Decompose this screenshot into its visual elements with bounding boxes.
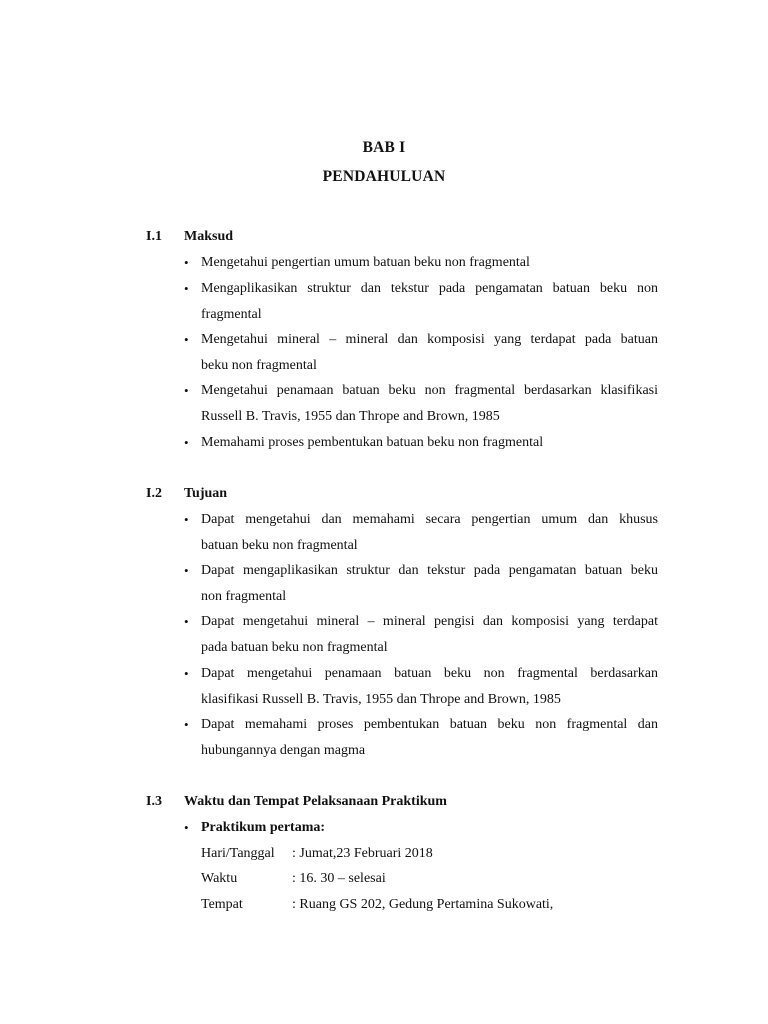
bullet-icon: • xyxy=(184,717,189,732)
section-number: I.3 xyxy=(146,794,162,809)
list-item-text: Dapat memahami proses pembentukan batuan beku non fragmental dan xyxy=(201,717,658,732)
list-item-text: Mengaplikasikan struktur dan tekstur pada pengamatan batuan beku non xyxy=(201,281,658,296)
detail-value: : Ruang GS 202, Gedung Pertamina Sukowati, xyxy=(292,897,554,912)
section-number: I.2 xyxy=(146,486,162,501)
bullet-icon: • xyxy=(184,255,189,270)
subheading: Praktikum pertama: xyxy=(201,820,326,835)
list-item-text: Dapat mengetahui mineral – mineral pengisi dan komposisi yang terdapat xyxy=(201,614,658,629)
list-item-text: hubungannya dengan magma xyxy=(201,743,366,758)
bullet-icon: • xyxy=(184,383,189,398)
list-item-text: klasifikasi Russell B. Travis, 1955 dan Thrope and Brown, 1985 xyxy=(201,692,561,707)
bullet-icon: • xyxy=(184,281,189,296)
detail-value: : Jumat,23 Februari 2018 xyxy=(292,846,433,861)
chapter-number: BAB I xyxy=(362,139,406,156)
list-item-text: Dapat mengetahui penamaan batuan beku non fragmental berdasarkan xyxy=(201,666,658,681)
list-item-text: Dapat mengaplikasikan struktur dan tekstur pada pengamatan batuan beku xyxy=(201,563,658,578)
section-title: Tujuan xyxy=(184,486,228,501)
section-title: Maksud xyxy=(184,229,234,244)
list-item-text: fragmental xyxy=(201,307,262,322)
list-item-text: pada batuan beku non fragmental xyxy=(201,640,388,655)
list-item-text: beku non fragmental xyxy=(201,358,317,373)
list-item-text: Russell B. Travis, 1955 dan Thrope and Brown, 1985 xyxy=(201,409,500,424)
chapter-title: PENDAHULUAN xyxy=(322,168,446,185)
bullet-icon: • xyxy=(184,435,189,450)
section-number: I.1 xyxy=(146,229,162,244)
bullet-icon: • xyxy=(184,512,189,527)
bullet-icon: • xyxy=(184,332,189,347)
bullet-icon: • xyxy=(184,563,189,578)
detail-label: Waktu xyxy=(201,871,238,886)
list-item-text: Mengetahui penamaan batuan beku non fragmental berdasarkan klasifikasi xyxy=(201,383,658,398)
bullet-icon: • xyxy=(184,666,189,681)
bullet-icon: • xyxy=(184,820,189,835)
list-item-text: non fragmental xyxy=(201,589,287,604)
detail-label: Hari/Tanggal xyxy=(201,846,275,861)
list-item-text: Memahami proses pembentukan batuan beku non fragmental xyxy=(201,435,544,450)
detail-label: Tempat xyxy=(201,897,243,912)
bullet-icon: • xyxy=(184,614,189,629)
list-item-text: Dapat mengetahui dan memahami secara pengertian umum dan khusus xyxy=(201,512,658,527)
detail-value: : 16. 30 – selesai xyxy=(292,871,386,886)
list-item-text: Mengetahui mineral – mineral dan komposisi yang terdapat pada batuan xyxy=(201,332,658,347)
list-item-text: Mengetahui pengertian umum batuan beku non fragmental xyxy=(201,255,530,270)
section-title: Waktu dan Tempat Pelaksanaan Praktikum xyxy=(184,794,447,809)
list-item-text: batuan beku non fragmental xyxy=(201,538,358,553)
